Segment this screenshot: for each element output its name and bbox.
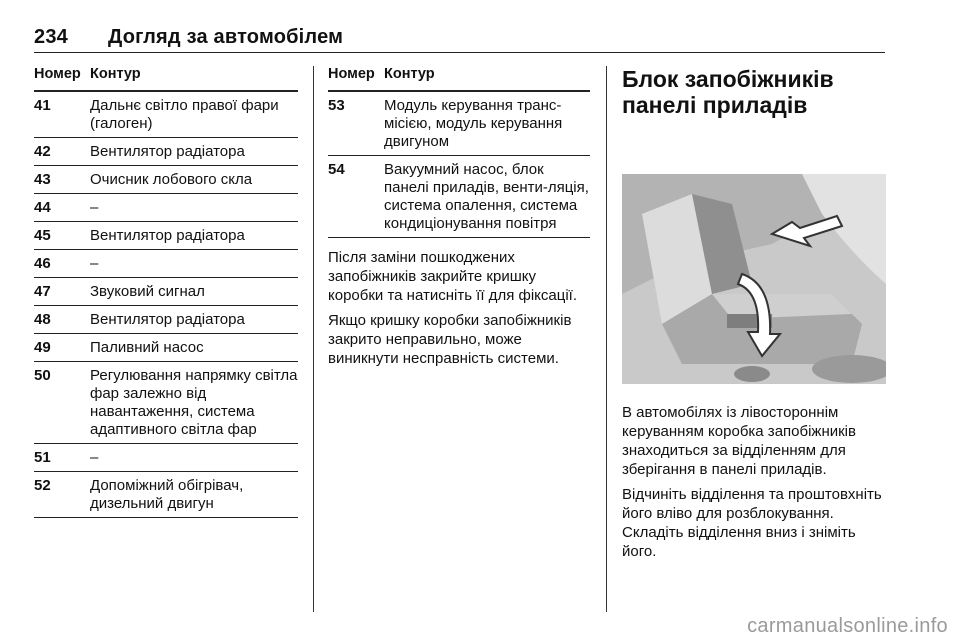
circuit-description: Дальнє світло правої фари (галоген) (90, 96, 279, 132)
table-row (34, 444, 298, 472)
circuit-description: Регулювання напрямку світла фар залежно від навантаження, система адаптивного світла фар (90, 366, 298, 438)
fuse-number: 42 (34, 142, 51, 160)
fuse-number: 49 (34, 338, 51, 356)
paragraph-after-replacement: Після заміни пошкоджених запобіжників закрийте кришку коробки та натисніть її для фіксації. (328, 249, 577, 304)
fuse-number: 52 (34, 476, 51, 494)
header-number: Номер (328, 66, 375, 82)
table-row (328, 156, 590, 238)
circuit-description: Вентилятор радіатора (90, 142, 245, 160)
fuse-number: 41 (34, 96, 51, 114)
header-circuit: Контур (384, 66, 435, 82)
circuit-description: Вакуумний насос, блок панелі приладів, венти-ляція, система опалення, система кондиціонування повітря (384, 160, 589, 232)
fuse-number: 47 (34, 282, 51, 300)
fuse-number: 53 (328, 96, 345, 114)
table-header (34, 66, 298, 92)
fuse-box-photo (622, 174, 886, 384)
circuit-description: – (90, 448, 99, 466)
fuse-table-left (34, 66, 298, 518)
circuit-description: Очисник лобового скла (90, 170, 253, 188)
chapter-title: Догляд за автомобілем (108, 26, 344, 48)
middle-column (328, 66, 590, 374)
circuit-description: Вентилятор радіатора (90, 226, 245, 244)
fuse-number: 43 (34, 170, 51, 188)
table-row (34, 92, 298, 138)
table-row (34, 306, 298, 334)
paragraph-incorrect-close: Якщо кришку коробки запобіжників закрито неправильно, може виникнути несправність системи. (328, 312, 572, 367)
table-row (34, 250, 298, 278)
section-title: Блок запобіжників панелі приладів (622, 66, 834, 118)
section-paragraph-location: В автомобілях із лівостороннім керуванням коробка запобіжників знаходиться за відділенням для зберігання в панелі приладів. (622, 404, 856, 478)
header-number: Номер (34, 66, 81, 82)
circuit-description: Вентилятор радіатора (90, 310, 245, 328)
section-paragraph-removal: Відчиніть відділення та проштовхніть його вліво для розблокування. Складіть відділення вниз і зніміть його. (622, 486, 882, 560)
table-row (34, 138, 298, 166)
table-header (328, 66, 590, 92)
column-divider (606, 66, 607, 612)
fuse-number: 54 (328, 160, 345, 178)
circuit-description: Паливний насос (90, 338, 204, 356)
fuse-number: 45 (34, 226, 51, 244)
page-header (34, 26, 343, 49)
table-row (328, 92, 590, 156)
table-row (34, 194, 298, 222)
page-number: 234 (34, 26, 68, 48)
circuit-description: Допоміжний обігрівач, дизельний двигун (90, 476, 244, 512)
fuse-number: 51 (34, 448, 51, 466)
fuse-number: 50 (34, 366, 51, 384)
table-row (34, 222, 298, 250)
right-column (622, 66, 886, 567)
circuit-description: Модуль керування транс-місією, модуль керування двигуном (384, 96, 563, 150)
circuit-description: Звуковий сигнал (90, 282, 205, 300)
fuse-number: 48 (34, 310, 51, 328)
circuit-description: – (90, 254, 99, 272)
column-divider (313, 66, 314, 612)
header-divider (34, 52, 885, 53)
circuit-description: – (90, 198, 99, 216)
table-row (34, 334, 298, 362)
fuse-number: 44 (34, 198, 51, 216)
fuse-number: 46 (34, 254, 51, 272)
table-row (34, 362, 298, 444)
table-row (34, 278, 298, 306)
table-row (34, 472, 298, 518)
header-circuit: Контур (90, 66, 141, 82)
watermark: carmanualsonline.info (747, 615, 948, 637)
table-row (34, 166, 298, 194)
